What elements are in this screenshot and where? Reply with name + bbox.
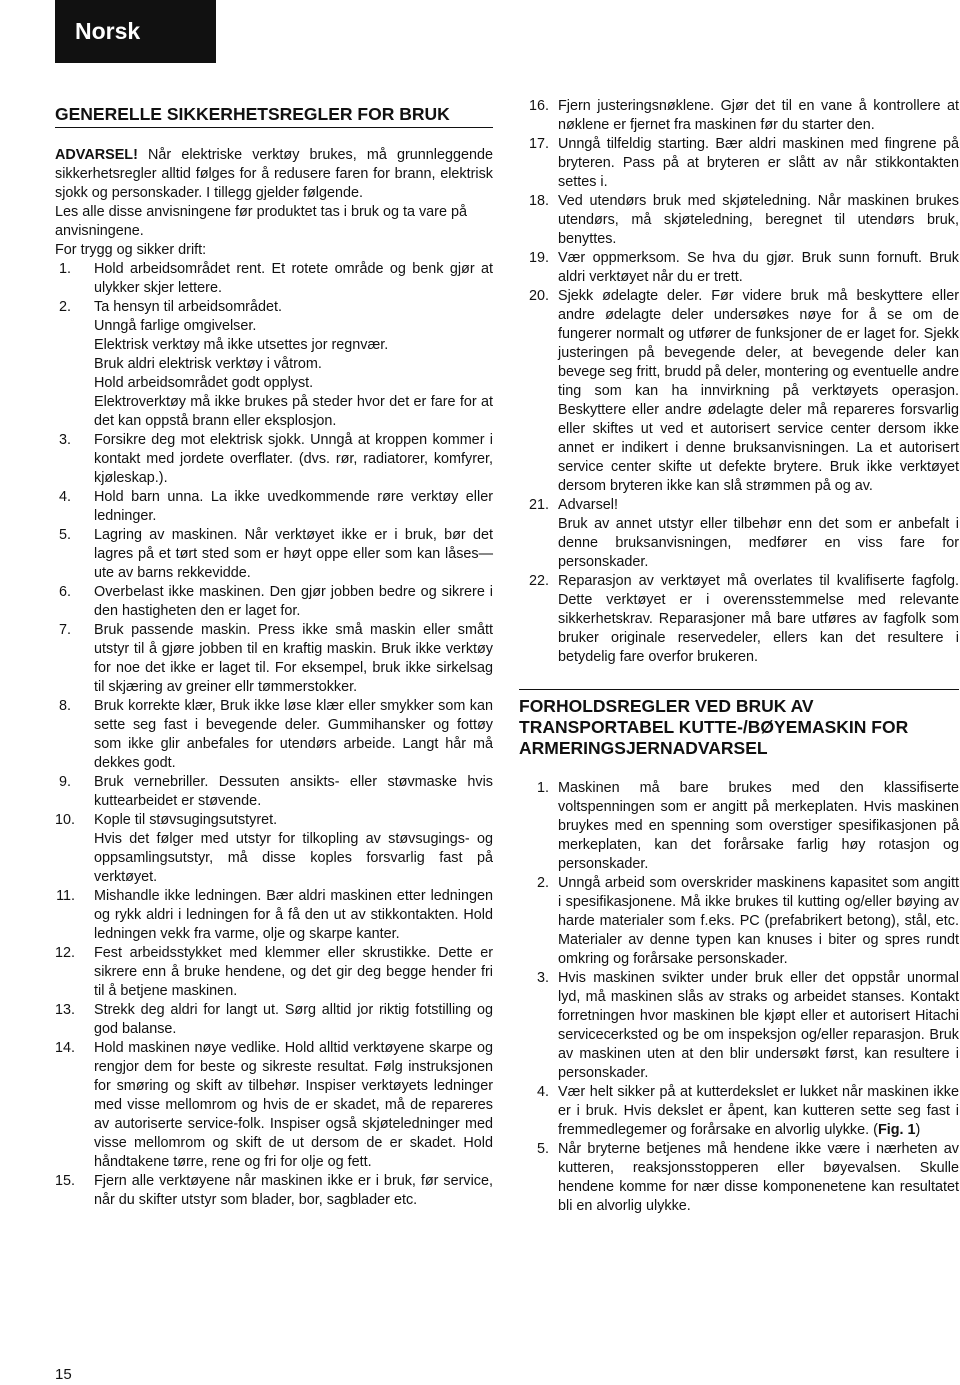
item-text: Hvis det følger med utstyr for tilkopling av støvsugings- og oppsamlingsutstyr, må disse koples forsvarlig fast på verktøyet.	[94, 831, 493, 885]
list-item	[55, 1039, 493, 1172]
item-number: 1.	[536, 780, 549, 796]
item-text: Unngå arbeid som overskrider maskinens kapasitet som angitt i spesifikasjonene. Må ikke brukes til kutting og/eller bøying av harde materialer som f.eks. PC (prefabrikert betong), stål, etc. Materialer av denne typen kan knuses i biter og spres rundt omkring og forårsake personskader.	[558, 875, 959, 967]
item-text: Bruk korrekte klær, Bruk ikke løse klær eller smykker som kan sette seg fast i bevegende deler. Gummihansker og fottøy som ikke glir anbefales for utendørs arbeide. Langt hår må dekkes godt.	[94, 698, 493, 771]
item-number: 5.	[536, 1141, 549, 1157]
rebar-machine-section	[519, 689, 959, 1216]
list-item	[519, 97, 959, 135]
item-number: 19.	[528, 250, 549, 266]
item-number: 6.	[58, 584, 71, 600]
item-number: 9.	[58, 774, 71, 790]
item-number: 21.	[528, 497, 549, 513]
list-item	[55, 1001, 493, 1039]
rebar-machine-list	[519, 779, 959, 1216]
item-number: 15.	[55, 1173, 76, 1189]
list-item	[55, 298, 493, 431]
item-text: Strekk deg aldri for langt ut. Sørg alltid jor riktig fotstilling og god balanse.	[94, 1002, 493, 1037]
list-item	[519, 287, 959, 496]
item-number: 3.	[536, 970, 549, 986]
item-number: 1.	[58, 261, 71, 277]
section-title-general-safety: GENERELLE SIKKERHETSREGLER FOR BRUK	[55, 104, 493, 128]
list-item	[55, 260, 493, 298]
item-text: Hold maskinen nøye vedlike. Hold alltid verktøyene skarpe og rengjor dem for beste og sikreste resultat. Følg instruksjonen for smøring og skift av tilbehør. Inspiser verktøyets ledninger med visse mellomrom og hvis de er skadet, må de repareres av autoriserte service-folk. Inspiser også skjøteledninger med visse mellomrom og skift de ut dersom de er skadet. Hold håndtakene tørre, rene og fri for olje og fett.	[94, 1040, 493, 1170]
item-number: 18.	[528, 193, 549, 209]
right-column	[519, 97, 959, 1216]
list-item	[519, 874, 959, 969]
item-text: Unngå farlige omgivelser.	[94, 318, 257, 334]
warning-label: ADVARSEL!	[55, 147, 138, 163]
item-text: Elektrisk verktøy må ikke utsettes jor regnvær.	[94, 337, 389, 353]
list-item	[55, 431, 493, 488]
list-item	[519, 1140, 959, 1216]
list-item	[55, 773, 493, 811]
item-number: 20.	[528, 288, 549, 304]
list-item	[55, 811, 493, 887]
list-item	[55, 526, 493, 583]
item-text: Ved utendørs bruk med skjøteledning. Når maskinen brukes utendørs, må skjøteledning, beregnet til utendørs bruk, benyttes.	[558, 193, 959, 247]
item-text: Bruk aldri elektrisk verktøy i våtrom.	[94, 356, 322, 372]
list-item	[519, 135, 959, 192]
item-text: Når bryterne betjenes må hendene ikke være i nærheten av kutteren, reaksjonsstopperen eller bøyevalsen. Skulle hendene komme for nær disse komponenetene kan resultatet bli en alvorlig ulykke.	[558, 1141, 959, 1214]
list-item	[519, 496, 959, 572]
figure-reference: Fig. 1	[877, 1122, 916, 1138]
item-number: 3.	[58, 432, 71, 448]
item-number: 11.	[56, 888, 75, 904]
intro-safe-operation: For trygg og sikker drift:	[55, 242, 207, 258]
intro-paragraph: Les alle disse anvisningene før produktet tas i bruk og ta vare på anvisningene.	[55, 204, 467, 239]
item-number: 7.	[58, 622, 71, 638]
item-text: Elektroverktøy må ikke brukes på steder hvor det er fare for at det kan oppstå brann eller eksplosjon.	[94, 394, 493, 429]
item-number: 12.	[55, 945, 76, 961]
list-item	[55, 583, 493, 621]
item-text: Fjern alle verktøyene når maskinen ikke er i bruk, før service, når du skifter utstyr som blader, bor, sagblader etc.	[94, 1173, 493, 1208]
item-text: Forsikre deg mot elektrisk sjokk. Unngå at kroppen kommer i kontakt med jordete overflater. (dvs. rør, radiatorer, komfyrer, kjøleskap.).	[94, 432, 493, 486]
item-number: 4.	[536, 1084, 549, 1100]
item-number: 10.	[55, 812, 76, 828]
item-number: 5.	[58, 527, 71, 543]
item-text: Unngå tilfeldig starting. Bær aldri maskinen med fingrene på bryteren. Pass på at bryteren er slått av når stikkontakten settes i.	[558, 136, 959, 190]
item-number: 2.	[536, 875, 549, 891]
list-item	[519, 779, 959, 874]
item-text: Reparasjon av verktøyet må overlates til kvalifiserte fagfolg. Dette verktøyet er i overensstemmelse med relevante sikkerhetskrav. Reparasjoner må bare utføres av fagfolk som bruker originale reservedeler, ellers kan det resultere i betydelig fare overfor brukeren.	[558, 573, 959, 665]
section-title-rebar-machine: FORHOLDSREGLER VED BRUK AV TRANSPORTABEL KUTTE-/BØYEMASKIN FOR ARMERINGSJERNADVARSEL	[519, 689, 959, 759]
list-item	[55, 1172, 493, 1210]
list-item	[519, 572, 959, 667]
item-text: Fjern justeringsnøklene. Gjør det til en vane å kontrollere at nøklene er fjernet fra maskinen før du starter den.	[558, 98, 959, 133]
list-item	[55, 621, 493, 697]
item-text: Hold arbeidsområdet rent. Et rotete område og benk gjør at ulykker skjer lettere.	[94, 261, 493, 296]
item-text: Fest arbeidsstykket med klemmer eller skrustikke. Dette er sikrere enn å bruke hendene, og det gir deg begge hender fri til å betjene maskinen.	[94, 945, 493, 999]
list-item	[55, 488, 493, 526]
item-text: Hold arbeidsområdet godt opplyst.	[94, 375, 314, 391]
item-text	[558, 1083, 959, 1140]
general-safety-list-continued	[519, 97, 959, 667]
item-text: Kople til støvsugingsutstyret.	[94, 812, 278, 828]
item-number: 17.	[528, 136, 549, 152]
list-item	[519, 969, 959, 1083]
item-number: 4.	[58, 489, 71, 505]
list-item	[55, 887, 493, 944]
list-item	[55, 944, 493, 1001]
item-text: Vær oppmerksom. Se hva du gjør. Bruk sunn fornuft. Bruk aldri verktøyet når du er trett.	[558, 250, 959, 285]
item-number: 14.	[55, 1040, 76, 1056]
language-tab	[55, 0, 216, 63]
general-safety-list	[55, 260, 493, 1210]
item-text: Advarsel!	[558, 497, 618, 513]
left-column	[55, 96, 493, 1210]
warning-paragraph	[55, 146, 493, 203]
list-item	[519, 249, 959, 287]
item-text: Hold barn unna. La ikke uvedkommende røre verktøy eller ledninger.	[94, 489, 493, 524]
item-text: Bruk av annet utstyr eller tilbehør enn det som er anbefalt i denne bruksanvisningen, medfører en viss fare for personskader.	[558, 516, 959, 570]
item-text-part: Vær helt sikker på at kutterdekslet er lukket når maskinen ikke er i bruk. Hvis dekslet er åpent, kan kutteren sette seg fast i fremmedlegemer og forårsake en alvorlig ulykke. (	[558, 1084, 959, 1138]
item-text-part: )	[915, 1122, 921, 1138]
list-item	[519, 192, 959, 249]
item-text: Bruk passende maskin. Press ikke små maskin eller smått utstyr til å gjøre jobben til en kraftig maskin. Bruk ikke verktøy for noe det ikke er laget til. For eksempel, bruk ikke sirkelsag til skjæring av greiner ellr tømmerstokker.	[94, 622, 493, 695]
item-number: 16.	[528, 98, 549, 114]
item-number: 13.	[55, 1002, 76, 1018]
item-text: Sjekk ødelagte deler. Før videre bruk må beskyttere eller andre ødelagte deler undersøkes nøye for å se om de fungerer normalt og utfører de funksjoner de er laget for. Sjekk justeringen på bevegende deler, at bevegende deler kan bevege seg fritt, brudd på deler, montering og eventuelle andre ting som kan ha innvirkning på verktøyets operasjon. Beskyttere eller andre ødelagte deler må repareres forsvarlig eller skiftes ut ved et autorisert service center dersom ikke annet er indikert i denne bruksanvisningen. La et autorisert service center skifte ut defekte brytere. Bruk ikke verktøyet dersom bryteren ikke kan slå strømmen på og av.	[558, 288, 959, 494]
item-text: Ta hensyn til arbeidsområdet.	[94, 299, 282, 315]
item-text: Maskinen må bare brukes med den klassifiserte voltspenningen som er angitt på merkeplaten. Hvis maskinen bruykes med en spenning som overstiger spesifikasjonen på merkeplaten, kan det forårsake farlig høy rotasjon og personskader.	[558, 780, 959, 872]
page-number: 15	[55, 1366, 72, 1383]
item-text: Hvis maskinen svikter under bruk eller det oppstår unormal lyd, må maskinen slås av straks og arbeidet stanses. Kontakt forretningen hvor maskinen ble kjøpt eller et autorisert Hitachi servicecerksted og be om inspeksjon og/eller reparasjon. Bruk av maskinen uten at den blir undersøkt først, kan resultere i personskader.	[558, 970, 959, 1081]
item-text: Mishandle ikke ledningen. Bær aldri maskinen etter ledningen og rykk aldri i ledningen for å få den ut av stikkontakten. Hold ledningen vekk fra varme, olje og skarpe kanter.	[94, 888, 493, 942]
warning-text: Når elektriske verktøy brukes, må grunnleggende sikkerhetsregler alltid følges for å redusere faren for brann, elektrisk sjokk og personskader. I tillegg gjelder følgende.	[55, 147, 493, 201]
item-text: Bruk vernebriller. Dessuten ansikts- eller støvmaske hvis kuttearbeidet er støvende.	[94, 774, 493, 809]
list-item	[519, 1083, 959, 1140]
item-number: 2.	[58, 299, 71, 315]
item-number: 22.	[528, 573, 549, 589]
item-number: 8.	[58, 698, 71, 714]
language-label: Norsk	[75, 18, 141, 44]
item-text: Overbelast ikke maskinen. Den gjør jobben bedre og sikrere i den hastigheten den er laget for.	[94, 584, 493, 619]
item-text: Lagring av maskinen. Når verktøyet ikke er i bruk, bør det lagres på et tørt sted som er høyt oppe eller som kan låses—ute av barns rekkevidde.	[94, 527, 493, 581]
list-item	[55, 697, 493, 773]
